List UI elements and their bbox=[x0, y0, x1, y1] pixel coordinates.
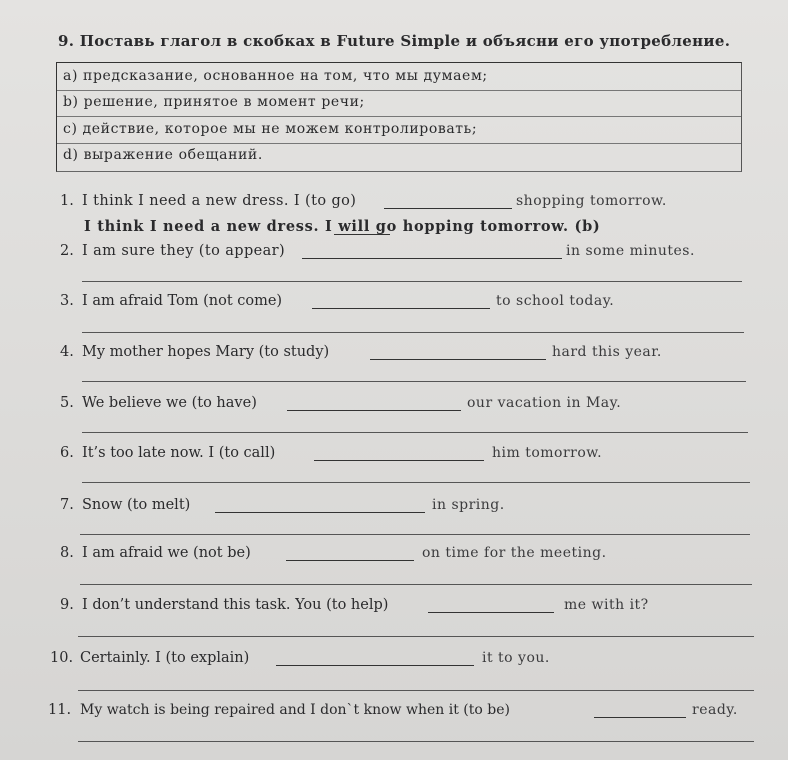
task-1 bbox=[0, 193, 788, 213]
task-text: I don’t understand this task. You (to help) bbox=[82, 597, 389, 613]
task-6 bbox=[0, 445, 788, 465]
task-text: It’s too late now. I (to call) bbox=[82, 445, 276, 461]
task-number: 4. bbox=[60, 344, 74, 360]
answer-blank[interactable] bbox=[370, 359, 546, 360]
task-tail: shopping tomorrow. bbox=[516, 193, 667, 209]
task-text: I think I need a new dress. I (to go) bbox=[82, 193, 357, 209]
task-tail: in some minutes. bbox=[566, 243, 695, 259]
task-tail: hard this year. bbox=[552, 344, 662, 360]
task-text: Certainly. I (to explain) bbox=[80, 650, 250, 666]
task-number: 5. bbox=[60, 395, 74, 411]
answer-line[interactable] bbox=[78, 741, 754, 742]
task-number: 1. bbox=[60, 193, 74, 209]
task-3 bbox=[0, 293, 788, 313]
answer-blank[interactable] bbox=[312, 308, 490, 309]
answer-line[interactable] bbox=[82, 482, 750, 483]
task-tail: him tomorrow. bbox=[492, 445, 603, 461]
task-tail: it to you. bbox=[482, 650, 550, 666]
divider bbox=[57, 143, 741, 144]
task-number: 10. bbox=[50, 650, 74, 666]
answer-blank[interactable] bbox=[428, 612, 554, 613]
answer-blank[interactable] bbox=[302, 258, 562, 259]
answer-line[interactable] bbox=[82, 332, 744, 333]
answer-line[interactable] bbox=[78, 636, 754, 637]
task-number: 11. bbox=[48, 702, 72, 718]
task-text: My mother hopes Mary (to study) bbox=[82, 344, 330, 360]
task-tail: our vacation in May. bbox=[467, 395, 622, 411]
options-box bbox=[56, 62, 742, 172]
exercise-title: 9. Поставь глагол в скобках в Future Simple и объясни его употребление. bbox=[58, 32, 731, 50]
answer-blank[interactable] bbox=[314, 460, 484, 461]
task-number: 2. bbox=[60, 243, 74, 259]
answer-blank[interactable] bbox=[286, 560, 414, 561]
option-b: b) решение, принятое в момент речи; bbox=[63, 94, 365, 110]
divider bbox=[57, 116, 741, 117]
answer-blank[interactable] bbox=[384, 208, 512, 209]
answer-blank[interactable] bbox=[287, 410, 461, 411]
task-5 bbox=[0, 395, 788, 415]
example-underline bbox=[334, 234, 390, 235]
task-text: I am afraid we (not be) bbox=[82, 545, 251, 561]
task-tail: in spring. bbox=[432, 497, 505, 513]
task-tail: to school today. bbox=[496, 293, 615, 309]
option-a: a) предсказание, основанное на том, что мы думаем; bbox=[63, 68, 488, 84]
task-11 bbox=[0, 702, 788, 722]
task-text: I am sure they (to appear) bbox=[82, 243, 286, 259]
task-8 bbox=[0, 545, 788, 565]
task-number: 6. bbox=[60, 445, 74, 461]
answer-line[interactable] bbox=[80, 584, 752, 585]
task-9 bbox=[0, 597, 788, 617]
answer-blank[interactable] bbox=[276, 665, 474, 666]
task-text: Snow (to melt) bbox=[82, 497, 191, 513]
task-number: 7. bbox=[60, 497, 74, 513]
task-number: 8. bbox=[60, 545, 74, 561]
task-text: I am afraid Tom (not come) bbox=[82, 293, 283, 309]
answer-blank[interactable] bbox=[215, 512, 425, 513]
task-number: 9. bbox=[60, 597, 74, 613]
divider bbox=[57, 90, 741, 91]
answer-line[interactable] bbox=[78, 690, 754, 691]
task-tail: me with it? bbox=[564, 597, 649, 613]
answer-line[interactable] bbox=[82, 432, 748, 433]
answer-line[interactable] bbox=[80, 534, 750, 535]
example-text: I think I need a new dress. I will go hopping tomorrow. (b) bbox=[84, 218, 601, 235]
option-d: d) выражение обещаний. bbox=[63, 147, 263, 163]
task-tail: on time for the meeting. bbox=[422, 545, 607, 561]
task-2 bbox=[0, 243, 788, 263]
option-c: c) действие, которое мы не можем контролировать; bbox=[63, 121, 478, 137]
task-7 bbox=[0, 497, 788, 517]
task-4 bbox=[0, 344, 788, 364]
answer-line[interactable] bbox=[82, 281, 742, 282]
answer-blank[interactable] bbox=[594, 717, 686, 718]
task-10 bbox=[0, 650, 788, 670]
example-answer bbox=[84, 218, 600, 235]
task-tail: ready. bbox=[692, 702, 738, 718]
task-text: My watch is being repaired and I don`t know when it (to be) bbox=[80, 702, 510, 718]
answer-line[interactable] bbox=[82, 381, 746, 382]
task-text: We believe we (to have) bbox=[82, 395, 257, 411]
task-number: 3. bbox=[60, 293, 74, 309]
